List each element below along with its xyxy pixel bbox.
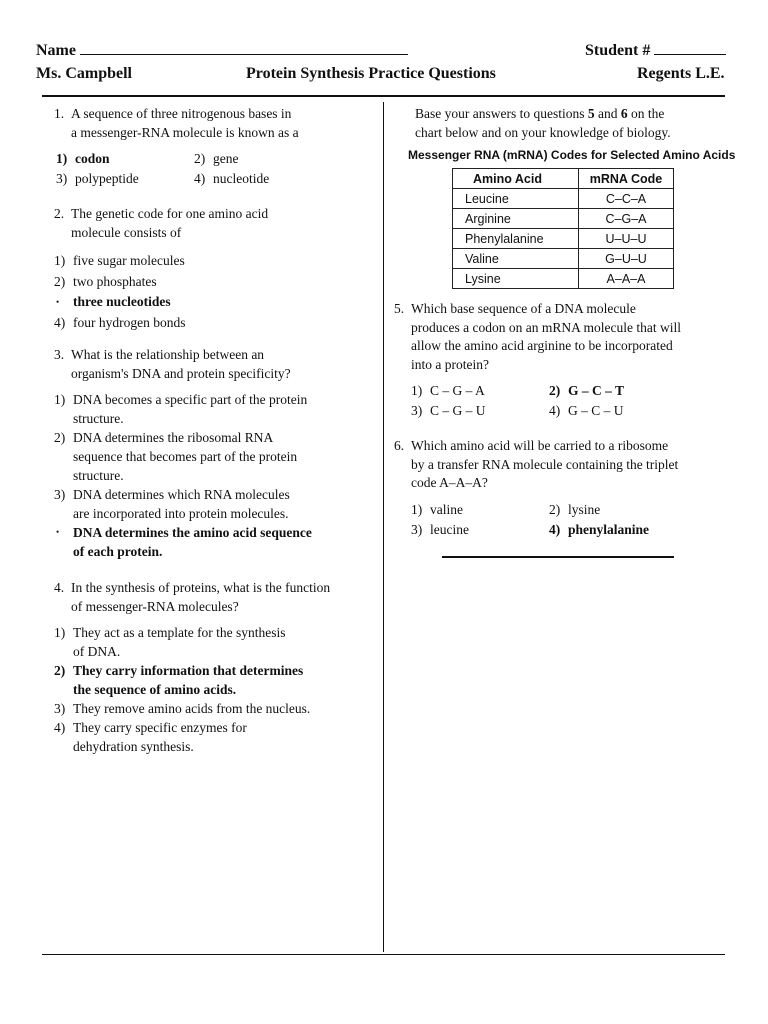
answer-option[interactable]: 1) They act as a template for the synthesis of DNA. xyxy=(54,625,286,659)
answer-option[interactable]: 3) DNA determines which RNA molecules are incorporated into protein molecules. xyxy=(54,487,290,521)
answer-options xyxy=(39,251,374,333)
answer-option[interactable]: 3) C – G – U xyxy=(411,403,486,418)
amino-acid-table xyxy=(452,168,674,289)
table-row: Lysine A–A–A xyxy=(453,269,674,289)
answer-option[interactable]: 3) polypeptide xyxy=(56,171,139,186)
question-number: 4. xyxy=(54,580,65,595)
question-number: 5. xyxy=(394,301,405,316)
answer-option[interactable]: 2) two phosphates xyxy=(54,273,157,289)
table-row: Leucine C–C–A xyxy=(453,189,674,209)
question-number: 1. xyxy=(54,106,65,121)
answer-option[interactable]: 3) leucine xyxy=(411,521,469,537)
student-number-blank[interactable] xyxy=(654,41,726,55)
answer-option[interactable]: 2) gene xyxy=(194,151,239,166)
question-stem: In the synthesis of proteins, what is the function of messenger-RNA molecules? xyxy=(71,580,331,614)
answer-option[interactable]: 4) They carry specific enzymes for dehydration synthesis. xyxy=(54,720,247,754)
chart-instructions: Base your answers to questions 5 and 6 on the chart below and on your knowledge of biology. xyxy=(415,106,671,140)
answer-option[interactable]: 2) They carry information that determines the sequence of amino acids. xyxy=(54,663,304,697)
answer-option[interactable]: 1) C – G – A xyxy=(411,383,485,398)
column-divider xyxy=(383,102,384,952)
answer-option[interactable]: • three nucleotides xyxy=(39,292,374,313)
student-number-field[interactable] xyxy=(585,41,726,60)
question-stem: A sequence of three nitrogenous bases in a messenger-RNA molecule is known as a xyxy=(71,106,299,140)
answer-option[interactable]: 4) nucleotide xyxy=(194,171,270,186)
question-stem: What is the relationship between an organism's DNA and protein specificity? xyxy=(71,347,291,381)
answer-options xyxy=(56,149,374,189)
answer-option[interactable]: 4) G – C – U xyxy=(549,403,624,418)
table-row: Phenylalanine U–U–U xyxy=(453,229,674,249)
answer-options xyxy=(411,500,724,540)
answer-option[interactable]: 4) phenylalanine xyxy=(549,521,650,537)
answer-option[interactable]: 1) valine xyxy=(411,501,463,517)
answer-option[interactable]: 3) They remove amino acids from the nucleus. xyxy=(54,701,311,716)
teacher-name: Ms. Campbell xyxy=(36,65,132,82)
answer-option[interactable]: 2) lysine xyxy=(549,501,601,517)
table-title: Messenger RNA (mRNA) Codes for Selected Amino Acids xyxy=(408,148,736,162)
name-field[interactable] xyxy=(36,41,408,60)
answer-option[interactable]: 2) DNA determines the ribosomal RNA sequence that becomes part of the protein structure. xyxy=(54,430,298,483)
question-2 xyxy=(54,205,374,333)
answer-option[interactable]: 1) five sugar molecules xyxy=(54,253,185,268)
header-rule xyxy=(42,95,725,97)
question-5 xyxy=(394,300,724,421)
answer-option[interactable]: • DNA determines the amino acid sequence of each protein. xyxy=(56,525,312,559)
answer-options xyxy=(39,390,374,561)
question-number: 6. xyxy=(394,438,405,453)
page-title: Protein Synthesis Practice Questions xyxy=(246,65,496,82)
question-stem: Which amino acid will be carried to a ribosome by a transfer RNA molecule containing the triplet code A–A–A? xyxy=(411,438,679,490)
question-number: 2. xyxy=(54,206,65,221)
course-name: Regents L.E. xyxy=(637,65,725,82)
answer-options xyxy=(411,381,724,421)
answer-option[interactable]: 1) DNA becomes a specific part of the protein structure. xyxy=(54,392,308,426)
table-header-row xyxy=(453,169,674,189)
question-number: 3. xyxy=(54,347,65,362)
answer-option[interactable]: 1) codon xyxy=(56,151,110,166)
answer-option[interactable]: 2) G – C – T xyxy=(549,383,625,398)
question-3 xyxy=(54,346,374,561)
question-stem: The genetic code for one amino acid molecule consists of xyxy=(71,206,269,240)
table-row: Arginine C–G–A xyxy=(453,209,674,229)
question-6 xyxy=(394,437,724,540)
end-of-questions-rule xyxy=(442,556,674,558)
student-number-label: Student # xyxy=(585,42,651,59)
answer-option[interactable]: 4) four hydrogen bonds xyxy=(54,314,186,330)
column-header: Amino Acid xyxy=(453,169,579,189)
answer-marker-icon: • xyxy=(56,297,60,307)
name-label: Name xyxy=(36,42,76,59)
footer-rule xyxy=(42,954,725,955)
answer-options xyxy=(39,623,374,756)
question-1 xyxy=(54,105,374,189)
name-blank[interactable] xyxy=(80,41,408,55)
table-row: Valine G–U–U xyxy=(453,249,674,269)
answer-marker-icon: • xyxy=(56,527,60,537)
question-4 xyxy=(54,579,374,756)
question-stem: Which base sequence of a DNA molecule produces a codon on an mRNA molecule that will allow the amino acid arginine to be incorporated into a protein? xyxy=(411,301,681,372)
column-header: mRNA Code xyxy=(579,169,674,189)
